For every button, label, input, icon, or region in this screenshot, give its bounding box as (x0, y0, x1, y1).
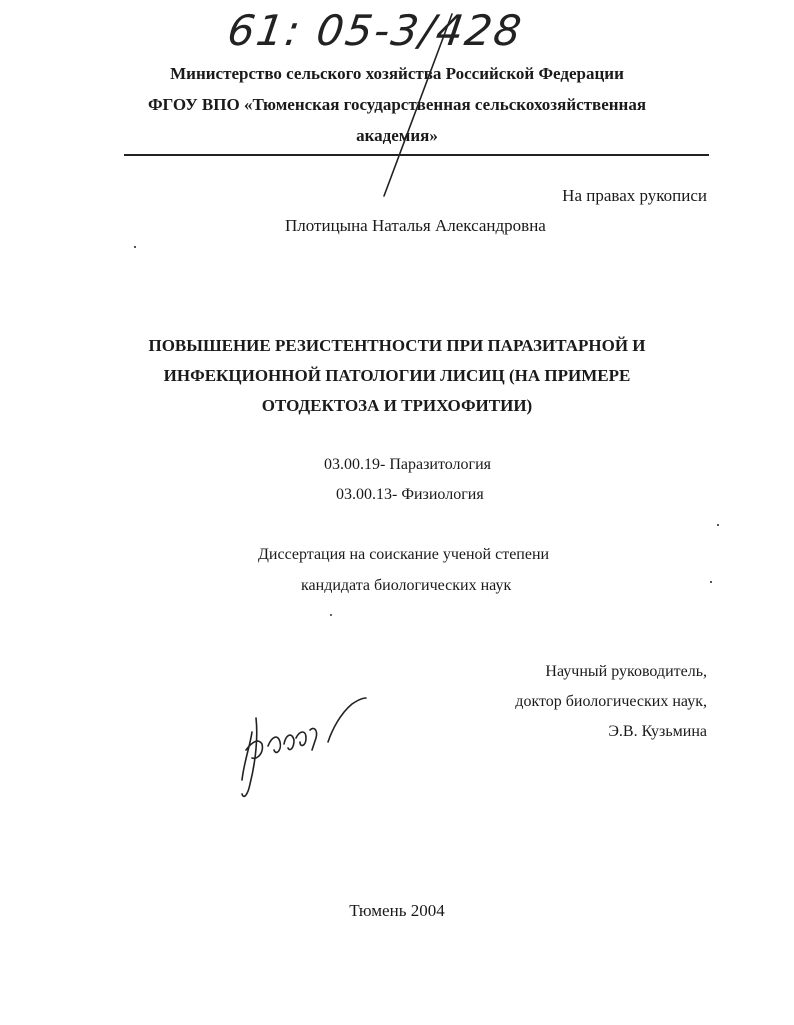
thesis-title-line-3: ОТОДЕКТОЗА И ТРИХОФИТИИ) (261, 396, 533, 415)
scan-speck (717, 524, 719, 526)
manuscript-note: На правах рукописи (562, 186, 707, 205)
supervisor-role: Научный руководитель, (545, 663, 707, 680)
thesis-title-line-1: ПОВЫШЕНИЕ РЕЗИСТЕНТНОСТИ ПРИ ПАРАЗИТАРНОЙ И (148, 336, 646, 355)
degree-line-1: Диссертация на соискание ученой степени (258, 546, 550, 563)
specialty-code-2: 03.00.13- Физиология (336, 486, 484, 503)
author-name: Плотицына Наталья Александровна (285, 216, 546, 235)
ministry-header: Министерство сельского хозяйства Российской Федерации (170, 64, 624, 83)
header-divider (124, 154, 709, 156)
archive-code-handwritten: 61: 05-3/428 (224, 6, 527, 55)
supervisor-name: Э.В. Кузьмина (608, 723, 707, 740)
scan-speck (330, 614, 332, 616)
degree-line-2: кандидата биологических наук (301, 577, 512, 594)
supervisor-degree: доктор биологических наук, (515, 693, 707, 710)
institution-header: ФГОУ ВПО «Тюменская государственная сельскохозяйственная (147, 95, 647, 114)
scan-speck (710, 581, 712, 583)
scan-speck (134, 246, 136, 248)
signature (228, 690, 388, 810)
city-year: Тюмень 2004 (349, 901, 445, 920)
specialty-code-1: 03.00.19- Паразитология (324, 456, 492, 473)
institution-header-cont: академия» (356, 126, 438, 145)
thesis-title-line-2: ИНФЕКЦИОННОЙ ПАТОЛОГИИ ЛИСИЦ (НА ПРИМЕРЕ (163, 366, 631, 385)
